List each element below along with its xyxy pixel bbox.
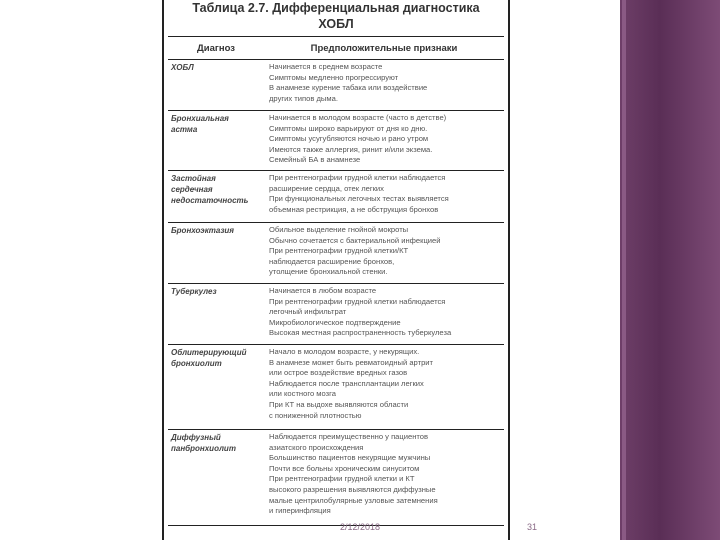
diagnosis-cell: [168, 111, 264, 170]
sign-line: и гиперинфляция: [269, 506, 331, 516]
sign-line: Семейный БА в анамнезе: [269, 155, 361, 165]
signs-cell: [264, 284, 504, 344]
document-title-line: ХОБЛ: [318, 17, 354, 31]
table-row: [168, 171, 504, 223]
sign-line: Симптомы усугубляются ночью и рано утром: [269, 134, 429, 144]
signs-cell: [264, 111, 504, 170]
sign-line: других типов дыма.: [269, 93, 338, 103]
diagnosis-cell: [168, 430, 264, 525]
diagnosis-cell: [168, 345, 264, 429]
signs-cell: [264, 171, 504, 222]
sign-line: Обильное выделение гнойной мокроты: [269, 225, 409, 234]
diagnosis-line: панбронхиолит: [171, 444, 236, 453]
sign-line: расширение сердца, отек легких: [269, 183, 384, 193]
signs-cell: [264, 60, 504, 110]
sign-line: объемная рестрикция, а не обструкция бронхов: [269, 204, 439, 214]
diagnosis-line: ХОБЛ: [171, 63, 194, 72]
sign-line: Почти все больны хроническим синуситом: [269, 463, 420, 473]
table-row: [168, 284, 504, 345]
slide-date: 2/12/2018: [340, 522, 381, 532]
sign-line: Имеются также аллергия, ринит и/или экзема.: [269, 144, 433, 154]
table-row: [168, 345, 504, 430]
differential-diagnosis-table: [168, 36, 504, 526]
sign-line: с пониженной плотностью: [269, 410, 362, 420]
sign-line: Симптомы широко варьируют от дня ко дню.: [269, 123, 428, 133]
sign-line: Высокая местная распространенность туберкулеза: [269, 328, 452, 338]
sign-line: Начало в молодом возрасте, у некурящих.: [269, 347, 420, 356]
sign-line: азиатского происхождения: [269, 442, 364, 452]
sign-line: Начинается в среднем возрасте: [269, 62, 383, 71]
signs-cell: [264, 345, 504, 429]
diagnosis-line: бронхиолит: [171, 359, 222, 368]
sign-line: Начинается в молодом возрасте (часто в детстве): [269, 113, 447, 122]
diagnosis-line: Диффузный: [171, 433, 221, 442]
diagnosis-line: Бронхиальная: [171, 114, 229, 123]
sign-line: При рентгенографии грудной клетки/КТ: [269, 246, 409, 256]
table-header: [168, 37, 504, 60]
sign-line: Обычно сочетается с бактериальной инфекцией: [269, 235, 441, 245]
sign-line: При рентгенографии грудной клетки и КТ: [269, 474, 415, 484]
slide-number: 31: [527, 522, 538, 532]
sign-line: При рентгенографии грудной клетки наблюдается: [269, 173, 446, 182]
sign-line: Наблюдается после трансплантации легких: [269, 378, 424, 388]
table-row: [168, 60, 504, 111]
diagnosis-line: Застойная: [171, 174, 216, 183]
slide-side-band: [620, 0, 720, 540]
sign-line: наблюдается расширение бронхов,: [269, 256, 395, 266]
diagnosis-line: Бронхоэктазия: [171, 226, 235, 235]
signs-cell: [264, 430, 504, 525]
sign-line: Симптомы медленно прогрессируют: [269, 72, 399, 82]
sign-line: легочный инфильтрат: [269, 307, 347, 317]
sign-line: малые центрилобулярные узловые затемнения: [269, 495, 438, 505]
diagnosis-cell: [168, 60, 264, 110]
header-signs: Предположительные признаки: [310, 42, 458, 54]
signs-cell: [264, 223, 504, 283]
diagnosis-cell: [168, 171, 264, 222]
sign-line: или острое воздействие вредных газов: [269, 368, 408, 378]
sign-line: утолщение бронхиальной стенки.: [269, 267, 388, 277]
table-row: [168, 111, 504, 171]
sign-line: Большинство пациентов некурящие мужчины: [269, 453, 431, 463]
slide-side-stripe: [622, 0, 626, 540]
sign-line: При КТ на выдохе выявляются области: [269, 399, 409, 409]
diagnosis-line: Облитерирующий: [171, 348, 247, 357]
table-row: [168, 430, 504, 526]
diagnosis-line: сердечная: [171, 185, 213, 194]
sign-line: Наблюдается преимущественно у пациентов: [269, 432, 429, 441]
diagnosis-line: Туберкулез: [171, 287, 217, 296]
sign-line: Начинается в любом возрасте: [269, 286, 377, 295]
document-title-line: Таблица 2.7. Дифференциальная диагностика: [192, 1, 480, 15]
table-row: [168, 223, 504, 284]
document-title: [164, 0, 508, 32]
diagnosis-line: недостаточность: [171, 196, 249, 205]
sign-line: высокого разрешения выявляются диффузные: [269, 484, 436, 494]
sign-line: В анамнезе курение табака или воздействие: [269, 83, 428, 93]
diagnosis-cell: [168, 284, 264, 344]
sign-line: Микробиологическое подтверждение: [269, 317, 401, 327]
sign-line: При рентгенографии грудной клетки наблюдается: [269, 296, 446, 306]
sign-line: При функциональных легочных тестах выявляется: [269, 194, 449, 204]
scanned-table-document: [162, 0, 510, 540]
diagnosis-line: астма: [171, 125, 198, 134]
diagnosis-cell: [168, 223, 264, 283]
header-diagnosis: Диагноз: [197, 42, 235, 54]
sign-line: В анамнезе может быть ревматоидный артрит: [269, 357, 434, 367]
sign-line: или костного мозга: [269, 389, 336, 399]
